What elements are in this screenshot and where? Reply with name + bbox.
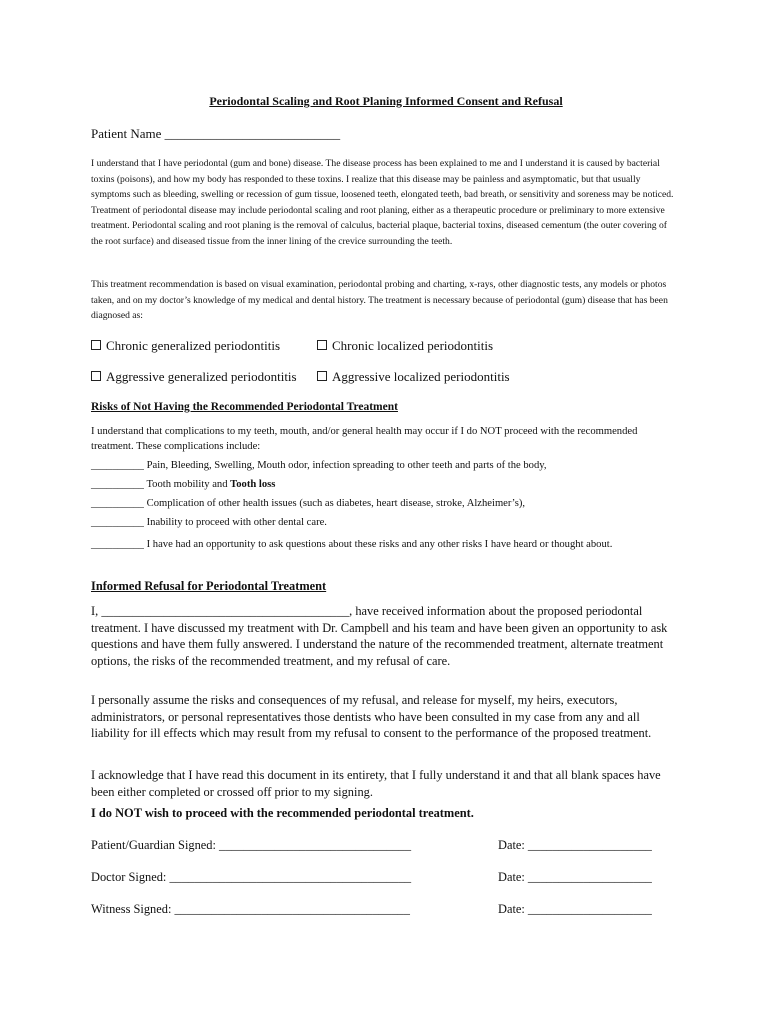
initial-blank[interactable]: __________ xyxy=(91,498,144,509)
basis-paragraph: This treatment recommendation is based on visual examination, periodontal probing and charting, x-rays, other diagnostic tests, any models or photos taken, and on my doctor’s knowledge of my medical and dental history. The treatment is necessary because of periodontal (gum) disease that has been diagnosed as: xyxy=(91,279,668,322)
refusal-paragraph-3: I acknowledge that I have read this document in its entirety, that I fully understand it and that all blank spaces have been either completed or crossed off prior to my signing. xyxy=(91,768,661,799)
risks-heading: Risks of Not Having the Recommended Periodontal Treatment xyxy=(91,401,398,413)
patient-date-field[interactable]: Date: ____________________ xyxy=(498,838,652,852)
list-item: __________ Tooth mobility and Tooth loss xyxy=(91,479,276,490)
risks-question-acknowledgement: __________ I have had an opportunity to ask questions about these risks and any other risks I have heard or thought about. xyxy=(91,539,613,550)
diagnosis-options-row-2 xyxy=(91,369,681,385)
refusal-statement: I do NOT wish to proceed with the recommended periodontal treatment. xyxy=(91,806,474,820)
checkbox-icon[interactable] xyxy=(91,371,101,381)
witness-signature-row xyxy=(91,902,681,917)
initial-blank[interactable]: __________ xyxy=(91,539,144,550)
refusal-paragraph-2: I personally assume the risks and consequences of my refusal, and release for myself, my heirs, executors, administrators, or personal representatives those dentists who have been consulted in my case from any and all liability for ill effects which may result from my refusal to consent to the performance of the proposed treatment. xyxy=(91,693,652,740)
patient-name-field[interactable]: Patient Name ___________________________ xyxy=(91,126,341,141)
list-item: __________ Pain, Bleeding, Swelling, Mouth odor, infection spreading to other teeth and parts of the body, xyxy=(91,460,547,471)
doctor-date-field[interactable]: Date: ____________________ xyxy=(498,870,652,884)
patient-signature-field[interactable]: Patient/Guardian Signed: _______________________________ xyxy=(91,838,412,852)
checkbox-icon[interactable] xyxy=(317,371,327,381)
list-item: __________ Inability to proceed with other dental care. xyxy=(91,517,327,528)
initial-blank[interactable]: __________ xyxy=(91,479,144,490)
initial-blank[interactable]: __________ xyxy=(91,460,144,471)
risks-intro: I understand that complications to my teeth, mouth, and/or general health may occur if I do NOT proceed with the recommended treatment. These complications include: xyxy=(91,426,638,452)
page-title: Periodontal Scaling and Root Planing Informed Consent and Refusal xyxy=(209,94,563,108)
doctor-signature-field[interactable]: Doctor Signed: _______________________________________ xyxy=(91,870,412,884)
patient-signature-row xyxy=(91,838,681,853)
risks-list xyxy=(91,458,681,534)
witness-signature-field[interactable]: Witness Signed: ______________________________________ xyxy=(91,902,410,916)
diagnosis-option-aggressive-generalized[interactable]: Aggressive generalized periodontitis xyxy=(91,369,297,384)
refusal-paragraph-1: I, ________________________________________, have received information about the proposed periodontal treatment. I have discussed my treatment with Dr. Campbell and his team and have been given an opportunity to ask questions and have them fully answered. I understand the nature of the recommended treatment, alternate treatment options, the risks of the recommended treatment, and my refusal of care. xyxy=(91,604,668,668)
intro-paragraph: I understand that I have periodontal (gum and bone) disease. The disease process has been explained to me and I understand it is caused by bacterial toxins (poisons), and how my body has responded to these toxins. I realize that this disease may be painless and asymptomatic, but that usually symptoms such as bleeding, swelling or recession of gum tissue, loosened teeth, elongated teeth, bad breath, or sensitivity and soreness may be noticed. Treatment of periodontal disease may include periodontal scaling and root planing, either as a therapeutic procedure or preliminary to more extensive treatment. Periodontal scaling and root planing is the removal of calculus, bacterial plaque, bacterial toxins, diseased cementum (the outer covering of the root surface) and diseased tissue from the inner lining of the crevice surrounding the teeth. xyxy=(91,158,674,247)
checkbox-icon[interactable] xyxy=(91,340,101,350)
diagnosis-option-chronic-generalized[interactable]: Chronic generalized periodontitis xyxy=(91,338,280,353)
list-item: __________ Complication of other health issues (such as diabetes, heart disease, stroke, Alzheimer’s), xyxy=(91,498,526,509)
doctor-signature-row xyxy=(91,870,681,885)
refusal-heading: Informed Refusal for Periodontal Treatment xyxy=(91,579,327,593)
witness-date-field[interactable]: Date: ____________________ xyxy=(498,902,652,916)
diagnosis-options-row-1 xyxy=(91,338,681,354)
initial-blank[interactable]: __________ xyxy=(91,517,144,528)
checkbox-icon[interactable] xyxy=(317,340,327,350)
diagnosis-option-aggressive-localized[interactable]: Aggressive localized periodontitis xyxy=(317,369,510,385)
diagnosis-option-chronic-localized[interactable]: Chronic localized periodontitis xyxy=(317,338,493,354)
